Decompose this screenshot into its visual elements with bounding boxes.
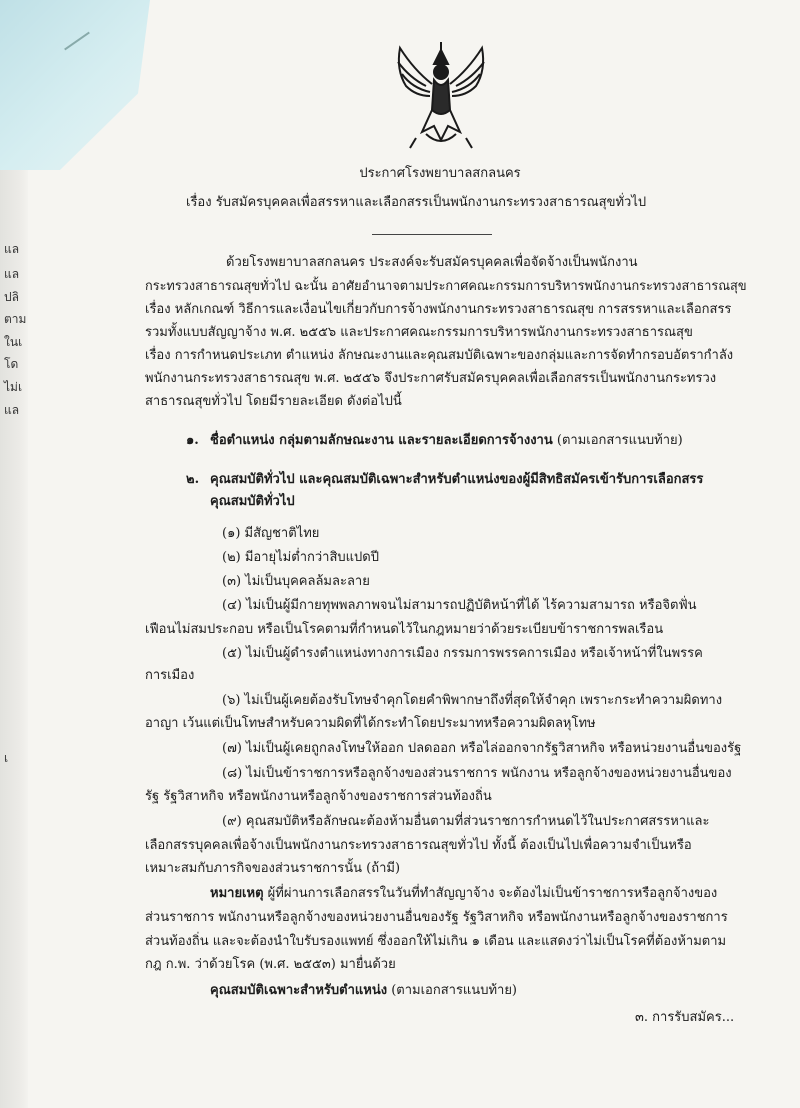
folded-corner: [0, 0, 150, 170]
qualification-item: (๕) ไม่เป็นผู้ดำรงตำแหน่งทางการเมือง กรรมการพรรคการเมือง หรือเจ้าหน้าที่ในพรรค: [222, 646, 703, 661]
section-1-heading: [210, 433, 683, 449]
remark-line: [210, 886, 717, 902]
qualification-item: (๘) ไม่เป็นข้าราชการหรือลูกจ้างของส่วนราชการ พนักงาน หรือลูกจ้างของหน่วยงานอื่นของ: [222, 766, 732, 781]
section-2-number: ๒.: [186, 472, 200, 487]
qualification-item: (๓) ไม่เป็นบุคคลล้มละลาย: [222, 574, 370, 589]
section-1-number: ๑.: [186, 433, 199, 448]
specific-qualifications-title: คุณสมบัติเฉพาะสำหรับตำแหน่ง: [210, 983, 388, 998]
qualification-item: (๙) คุณสมบัติหรือลักษณะต้องห้ามอื่นตามที่ส่วนราชการกำหนดไว้ในประกาศสรรหาและ: [222, 814, 710, 829]
announcement-title: ประกาศโรงพยาบาลสกลนคร: [359, 166, 521, 181]
qualification-item: (๒) มีอายุไม่ต่ำกว่าสิบแปดปี: [222, 550, 379, 565]
qualification-item-cont: เลือกสรรบุคคลเพื่อจ้างเป็นพนักงานกระทรวงสาธารณสุขทั่วไป ทั้งนี้ ต้องเป็นไปเพื่อความจำเป็นหรือ: [145, 838, 692, 853]
qualification-item-cont: อาญา เว้นแต่เป็นโทษสำหรับความผิดที่ได้กระทำโดยประมาทหรือความผิดลหุโทษ: [145, 716, 596, 731]
qualification-item: (๑) มีสัญชาติไทย: [222, 526, 320, 541]
behind-page-text: แล: [4, 267, 20, 281]
section-1-note: (ตามเอกสารแนบท้าย): [552, 433, 683, 448]
behind-page-text: แล: [4, 403, 20, 417]
intro-line: กระทรวงสาธารณสุขทั่วไป ฉะนั้น อาศัยอำนาจตามประกาศคณะกรรมการบริหารพนักงานกระทรวงสาธารณสุข: [145, 279, 747, 294]
behind-page-text: ตาม: [4, 312, 27, 326]
behind-page-text: ไม่เ: [4, 380, 23, 394]
intro-line: รวมทั้งแบบสัญญาจ้าง พ.ศ. ๒๕๕๖ และประกาศคณะกรรมการบริหารพนักงานกระทรวงสาธารณสุข: [145, 325, 693, 340]
remark-line: ส่วนราชการ พนักงานหรือลูกจ้างของหน่วยงานอื่นของรัฐ รัฐวิสาหกิจ หรือพนักงานหรือลูกจ้างของราชการ: [145, 910, 728, 925]
qualification-item: (๔) ไม่เป็นผู้มีกายทุพพลภาพจนไม่สามารถปฏิบัติหน้าที่ได้ ไร้ความสามารถ หรือจิตฟั่น: [222, 598, 697, 613]
remark-line: กฎ ก.พ. ว่าด้วยโรค (พ.ศ. ๒๕๕๓) มายื่นด้วย: [145, 957, 396, 972]
section-2-title: คุณสมบัติทั่วไป และคุณสมบัติเฉพาะสำหรับตำแหน่งของผู้มีสิทธิสมัครเข้ารับการเลือกสรร: [210, 472, 704, 487]
remark-line: ส่วนท้องถิ่น และจะต้องนำใบรับรองแพทย์ ซึ่งออกให้ไม่เกิน ๑ เดือน และแสดงว่าไม่เป็นโรคที่ต้องห้ามตาม: [145, 934, 727, 949]
specific-qualifications-note: (ตามเอกสารแนบท้าย): [387, 983, 518, 998]
announcement-subject: เรื่อง รับสมัครบุคคลเพื่อสรรหาและเลือกสรรเป็นพนักงานกระทรวงสาธารณสุขทั่วไป: [186, 195, 647, 210]
section-1-title: ชื่อตำแหน่ง กลุ่มตามลักษณะงาน และรายละเอียดการจ้างงาน: [210, 433, 553, 448]
remark-text: ผู้ที่ผ่านการเลือกสรรในวันที่ทำสัญญาจ้าง จะต้องไม่เป็นข้าราชการหรือลูกจ้างของ: [263, 886, 718, 901]
intro-line: เรื่อง หลักเกณฑ์ วิธีการและเงื่อนไขเกี่ยวกับการจ้างพนักงานกระทรวงสาธารณสุข การสรรหาและเลือกสรร: [145, 302, 732, 317]
specific-qualifications: [210, 983, 517, 999]
intro-line: สาธารณสุขทั่วไป โดยมีรายละเอียด ดังต่อไปนี้: [145, 394, 402, 409]
title-divider: [372, 234, 492, 235]
intro-line: พนักงานกระทรวงสาธารณสุข พ.ศ. ๒๕๕๖ จึงประกาศรับสมัครบุคคลเพื่อเลือกสรรเป็นพนักงานกระทรวง: [145, 371, 717, 386]
garuda-emblem-icon: [386, 40, 496, 152]
behind-page-text: โด: [4, 357, 19, 371]
general-qualifications-heading: คุณสมบัติทั่วไป: [210, 494, 295, 509]
behind-page-text: ปลิ: [4, 290, 19, 304]
qualification-item-cont: รัฐ รัฐวิสาหกิจ หรือพนักงานหรือลูกจ้างของราชการส่วนท้องถิ่น: [145, 789, 492, 804]
remark-label: หมายเหตุ: [210, 886, 264, 901]
intro-line: ด้วยโรงพยาบาลสกลนคร ประสงค์จะรับสมัครบุคคลเพื่อจัดจ้างเป็นพนักงาน: [226, 255, 638, 270]
qualification-item-cont: เหมาะสมกับภารกิจของส่วนราชการนั้น (ถ้ามี): [145, 861, 401, 876]
behind-page-text: เ: [4, 751, 9, 765]
qualification-item: (๗) ไม่เป็นผู้เคยถูกลงโทษให้ออก ปลดออก หรือไล่ออกจากรัฐวิสาหกิจ หรือหน่วยงานอื่นของรัฐ: [222, 741, 742, 756]
qualification-item-cont: การเมือง: [145, 668, 195, 683]
behind-page-text: ในเ: [4, 335, 23, 349]
intro-line: เรื่อง การกำหนดประเภท ตำแหน่ง ลักษณะงานและคุณสมบัติเฉพาะของกลุ่มและการจัดทำกรอบอัตรากำลัง: [145, 348, 734, 363]
continuation-marker: ๓. การรับสมัคร...: [635, 1010, 735, 1025]
qualification-item-cont: เฟือนไม่สมประกอบ หรือเป็นโรคตามที่กำหนดไว้ในกฎหมายว่าด้วยระเบียบข้าราชการพลเรือน: [145, 622, 664, 637]
qualification-item: (๖) ไม่เป็นผู้เคยต้องรับโทษจำคุกโดยคำพิพากษาถึงที่สุดให้จำคุก เพราะกระทำความผิดทาง: [222, 693, 723, 708]
behind-page-text: แล: [4, 242, 20, 256]
